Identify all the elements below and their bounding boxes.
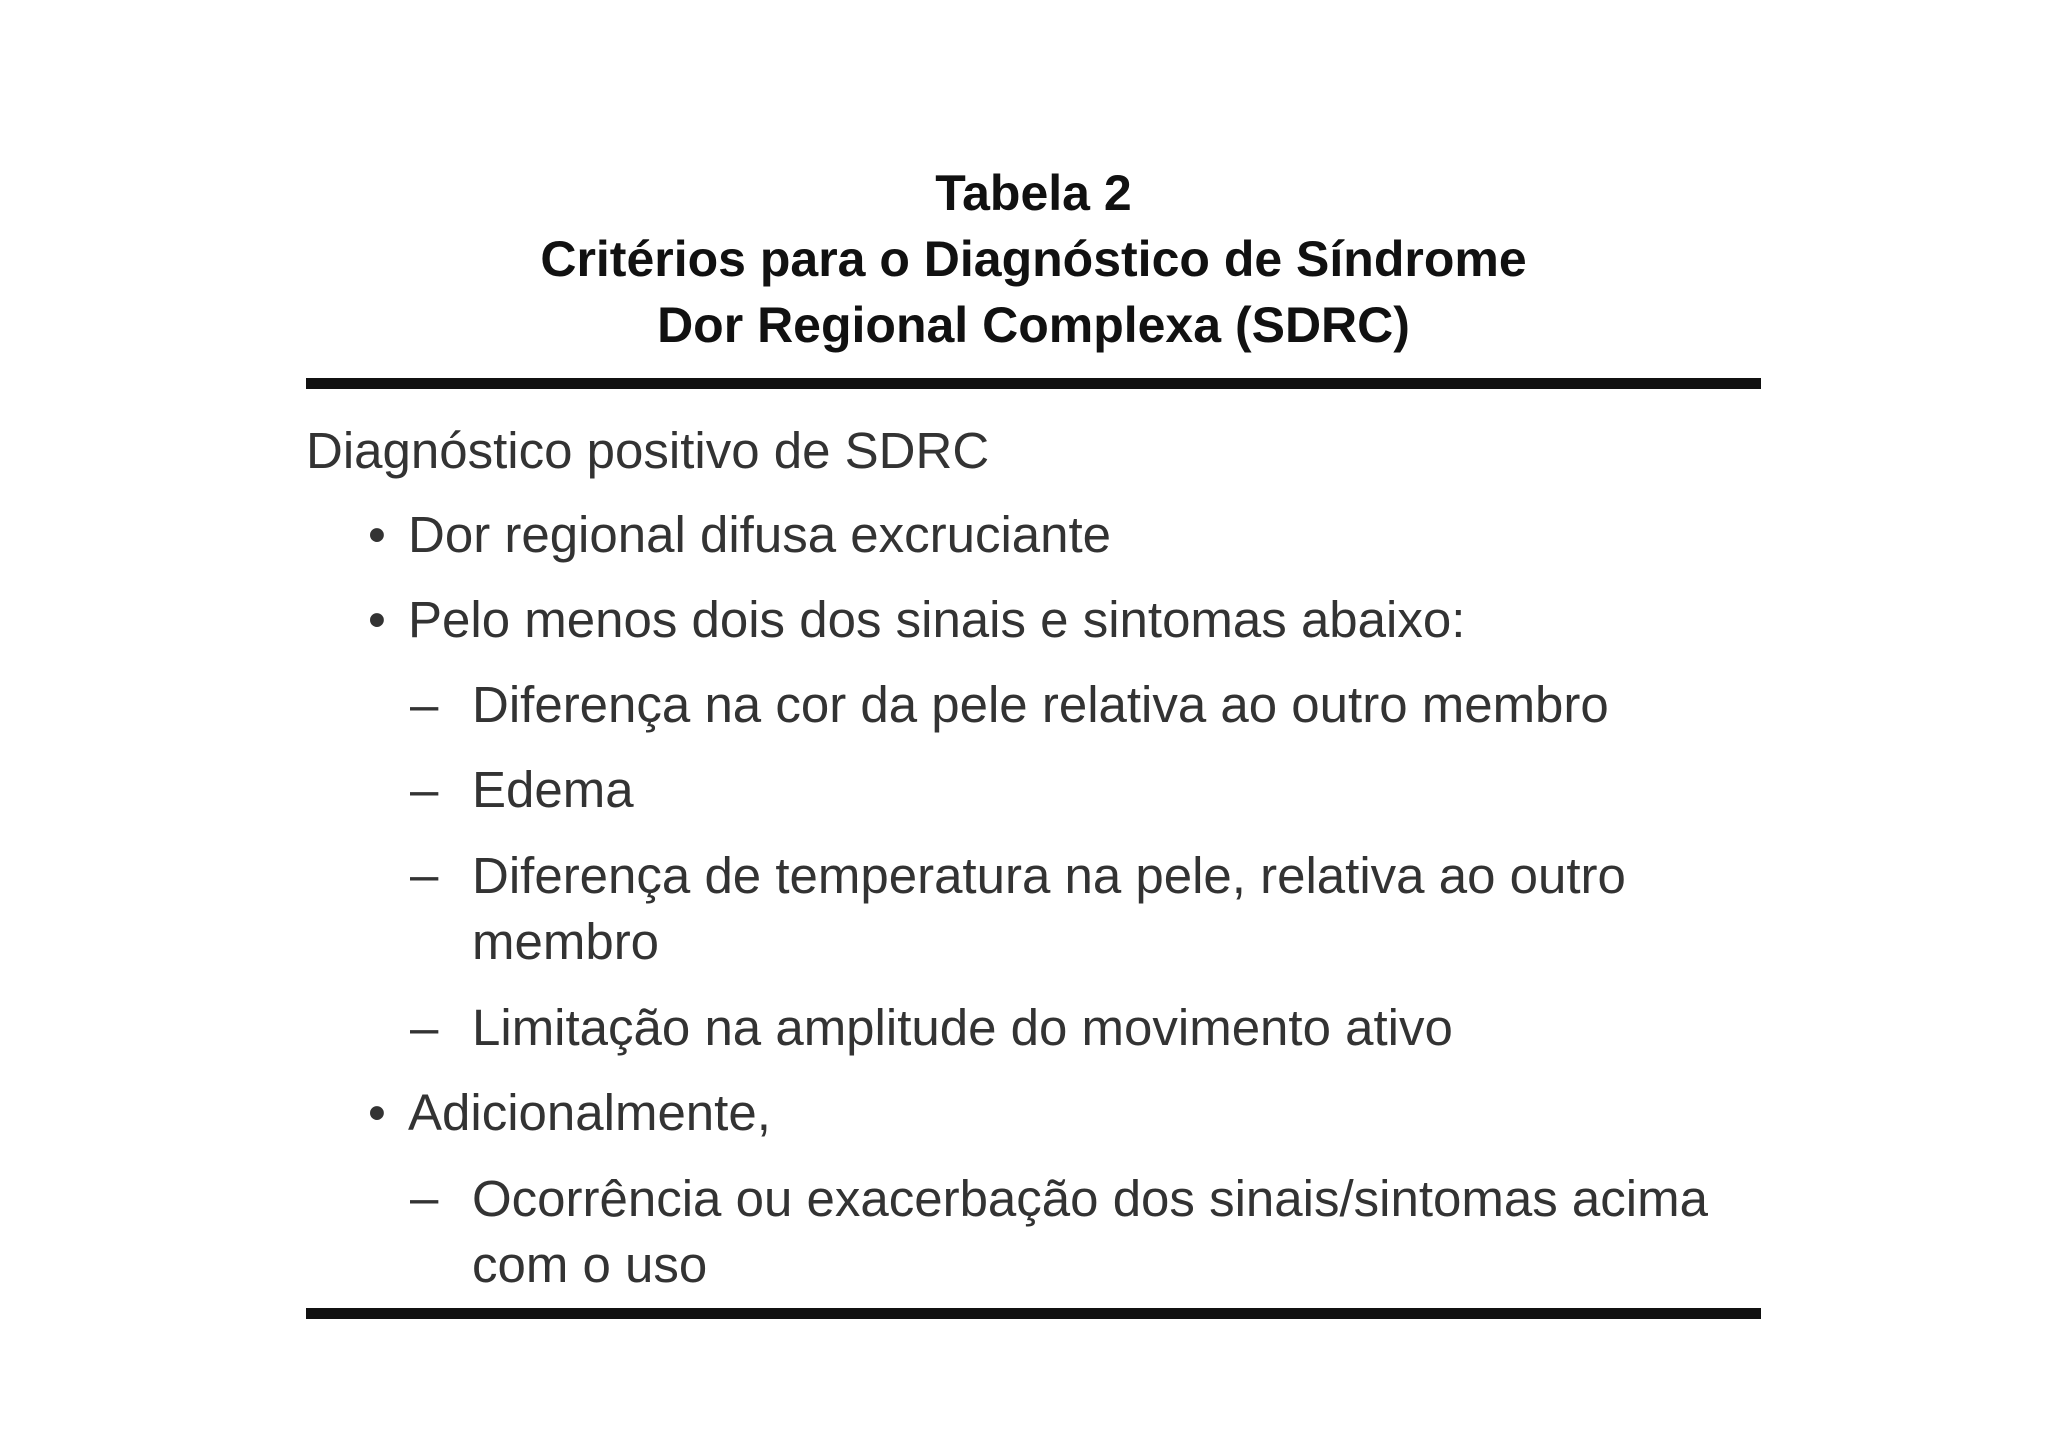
dash-text: Diferença de temperatura na pele, relativa ao outro membro [472,847,1626,970]
dash-mark: – [410,761,439,818]
bullet-mark: • [368,1084,386,1141]
dash-text: Limitação na amplitude do movimento ativo [472,999,1453,1056]
section-title: Diagnóstico positivo de SDRC [306,422,990,479]
bullet-mark: • [368,591,386,648]
bullet-text: Adicionalmente, [408,1084,771,1141]
bullet-item-signs [306,588,1761,652]
bottom-rule [306,1308,1761,1319]
dash-text: Edema [472,761,634,818]
dash-mark: – [410,846,439,903]
dash-text: Ocorrência ou exacerbação dos sinais/sintomas acima com o uso [472,1170,1708,1293]
bullet-mark: • [368,506,386,563]
dash-item-temperature [306,843,1761,975]
dash-item-skin-color [306,673,1761,737]
table-caption [306,160,1761,358]
bullet-item-additionally [306,1081,1761,1145]
dash-mark: – [410,1169,439,1226]
dash-text: Diferença na cor da pele relativa ao outro membro [472,676,1609,733]
dash-item-edema [306,758,1761,822]
table-title-line-1: Critérios para o Diagnóstico de Síndrome [540,231,1527,287]
dash-mark: – [410,676,439,733]
dash-item-movement [306,996,1761,1060]
table-title-line-2: Dor Regional Complexa (SDRC) [657,297,1410,353]
table-body [306,389,1761,1298]
bullet-text: Dor regional difusa excruciante [408,506,1112,563]
dash-item-exacerbation [306,1166,1761,1298]
bullet-text: Pelo menos dois dos sinais e sintomas abaixo: [408,591,1466,648]
top-rule [306,378,1761,389]
dash-mark: – [410,999,439,1056]
bullet-item-pain [306,503,1761,567]
table-number: Tabela 2 [935,165,1132,221]
criteria-table [306,160,1761,1319]
